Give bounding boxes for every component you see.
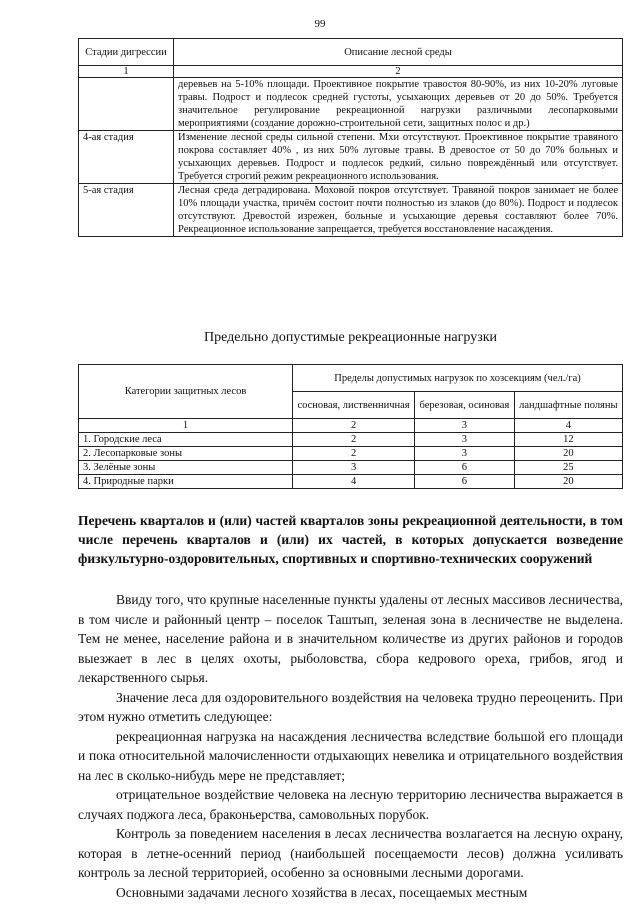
recreation-loads-title: Предельно допустимые рекреационные нагрузки xyxy=(203,330,498,345)
category-cell: 4. Природные парки xyxy=(79,475,293,489)
birch-cell: 3 xyxy=(415,447,515,461)
pine-cell: 3 xyxy=(293,461,415,475)
column-number-row xyxy=(79,419,623,433)
table-row xyxy=(79,461,623,475)
paragraph: Основными задачами лесного хозяйства в лесах, посещаемых местным xyxy=(116,884,528,900)
description-cell: Лесная среда деградирована. Моховой покров отсутствует. Травяной покров занимает не более 10% площади участка, причём состоит почти полностью из злаков (до 80%). Подрост и подлесок отсутствуют. Древостой изрежен, больные и усыхающие деревья составляют более 70%. Рекреационное использование запрещается, требуется восстановление насаждения. xyxy=(174,184,623,237)
table-row xyxy=(79,78,623,131)
table-header-row xyxy=(79,365,623,392)
description-cell: Изменение лесной среды сильной степени. Мхи отсутствуют. Проективное покрытие травяного покрова составляет 40% , из них 50% луговые травы. В древостое от 50 до 70% больных и усыхающих деревьев. Подрост и подлесок редкий, сильно повреждённый или отсутствует. Требуется строгий режим рекреационного использования. xyxy=(174,131,623,184)
subheader-pine: сосновая, лиственничная xyxy=(293,392,415,419)
table-row xyxy=(79,433,623,447)
landscape-cell: 20 xyxy=(514,447,622,461)
header-stage: Стадии дигрессии xyxy=(79,39,174,66)
col-number: 2 xyxy=(174,66,623,78)
landscape-cell: 25 xyxy=(514,461,622,475)
table-row xyxy=(79,475,623,489)
paragraph: Контроль за поведением населения в лесах лесничества возлагается на лесную охрану, которая в летне-осенний период (наибольшей посещаемости лесов) должна усиливать контроль за лесной территорией, особенно за основными лесными дорогами. xyxy=(78,826,623,880)
section-heading: Перечень кварталов и (или) частей кварталов зоны рекреационной деятельности, в том числе перечень кварталов и (или) их частей, в которых допускается возведение физкультурно-оздоровительных, спортивных и спортивно-технических сооружений xyxy=(78,513,623,566)
digression-stages-table xyxy=(78,38,623,237)
paragraph: рекреационная нагрузка на насаждения лесничества вследствие большой его площади и пока относительной малочисленности отдыхающих невелика и отрицательного воздействия на лес в сколько-нибудь мере не представляет; xyxy=(78,728,623,783)
pine-cell: 2 xyxy=(293,433,415,447)
stage-cell: 4-ая стадия xyxy=(79,131,174,184)
birch-cell: 6 xyxy=(415,475,515,489)
col-number: 1 xyxy=(79,66,174,78)
table-row xyxy=(79,184,623,237)
col-number: 4 xyxy=(514,419,622,433)
paragraph: Ввиду того, что крупные населенные пункты удалены от лесных массивов лесничества, в том числе и районный центр – поселок Таштып, зеленая зона в лесничестве не выделена. Тем не менее, население района и в значительном количестве из других районов и городов выезжает в лес в целях охоты, рыболовства, сбора кедрового ореха, грибов, ягод и лекарственного сырья. xyxy=(78,592,623,685)
pine-cell: 4 xyxy=(293,475,415,489)
column-number-row xyxy=(79,66,623,78)
stage-cell: 5-ая стадия xyxy=(79,184,174,237)
col-number: 3 xyxy=(415,419,515,433)
category-cell: 3. Зелёные зоны xyxy=(79,461,293,475)
category-cell: 2. Лесопарковые зоны xyxy=(79,447,293,461)
paragraph: Значение леса для оздоровительного воздействия на человека трудно переоценить. При этом нужно отметить следующее: xyxy=(78,689,623,724)
pine-cell: 2 xyxy=(293,447,415,461)
header-category: Категории защитных лесов xyxy=(79,365,293,419)
table-header-row xyxy=(79,39,623,66)
paragraph: отрицательное воздействие человека на лесную территорию лесничества выражается в случаях поджога леса, браконьерства, самовольных порубок. xyxy=(78,787,623,822)
subheader-birch: березовая, осиновая xyxy=(415,392,515,419)
birch-cell: 3 xyxy=(415,433,515,447)
header-description: Описание лесной среды xyxy=(174,39,623,66)
description-cell: деревьев на 5-10% площади. Проективное покрытие травостоя 80-90%, из них 10-20% луговые травы. Подрост и подлесок средней густоты, усыхающих деревьев от 20 до 50%. Требуется значительное регулирование рекреационной нагрузки различными лесопарковыми мероприятиями (создание дорожно-строительной сети, защитных полос и др.) xyxy=(174,78,623,131)
recreation-loads-table xyxy=(78,364,623,489)
subheader-landscape: ландшафтные поляны xyxy=(514,392,622,419)
page-number: 99 xyxy=(314,18,326,30)
col-number: 1 xyxy=(79,419,293,433)
birch-cell: 6 xyxy=(415,461,515,475)
body-text xyxy=(78,590,623,902)
category-cell: 1. Городские леса xyxy=(79,433,293,447)
landscape-cell: 12 xyxy=(514,433,622,447)
header-limits: Пределы допустимых нагрузок по хозсекциям (чел./га) xyxy=(293,365,623,392)
landscape-cell: 20 xyxy=(514,475,622,489)
table-row xyxy=(79,447,623,461)
table-row xyxy=(79,131,623,184)
stage-cell xyxy=(79,78,174,131)
col-number: 2 xyxy=(293,419,415,433)
